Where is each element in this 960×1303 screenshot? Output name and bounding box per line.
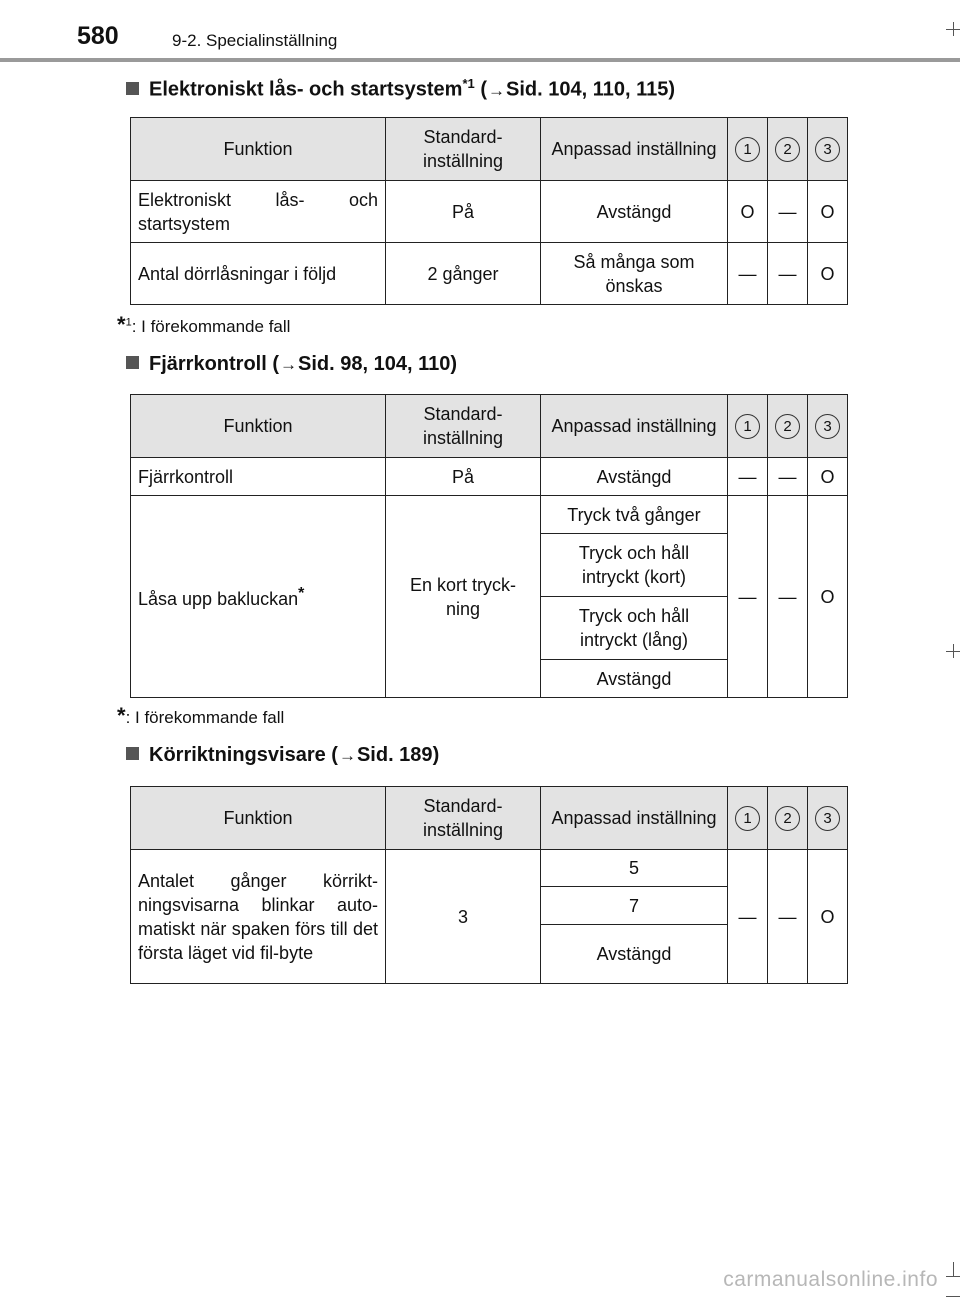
header-rule bbox=[0, 58, 960, 62]
cell-option: Avstängd bbox=[541, 925, 728, 984]
header-col2 bbox=[768, 118, 808, 181]
square-bullet-icon bbox=[126, 747, 139, 760]
circled-number-icon: 3 bbox=[815, 137, 840, 162]
header-default: Standard-inställning bbox=[386, 787, 541, 850]
cell-default: 2 gånger bbox=[386, 243, 541, 305]
table-row bbox=[131, 181, 848, 243]
footnote-marker: * bbox=[298, 585, 305, 602]
cell-default: På bbox=[386, 181, 541, 243]
header-default: Standard-inställning bbox=[386, 395, 541, 458]
circled-number-icon: 1 bbox=[735, 806, 760, 831]
header-col1 bbox=[728, 395, 768, 458]
square-bullet-icon bbox=[126, 82, 139, 95]
cell-option: Tryck och håll intryckt (kort) bbox=[541, 534, 728, 597]
table-row bbox=[131, 496, 848, 534]
circled-number-icon: 2 bbox=[775, 806, 800, 831]
header-function: Funktion bbox=[131, 395, 386, 458]
crop-mark bbox=[953, 22, 954, 36]
cell-custom: Så många som önskas bbox=[541, 243, 728, 305]
cell-method-3: O bbox=[808, 243, 848, 305]
section-heading-lock-start: Elektroniskt lås- och startsystem$^{*1}$ (→Sid. 104, 110, 115) bbox=[126, 76, 675, 102]
circled-number-icon: 3 bbox=[815, 806, 840, 831]
footnote-text: : I förekommande fall bbox=[131, 317, 291, 336]
cell-function: Antalet gånger körrikt-ningsvisarna blinkar auto-matiskt när spaken förs till det första läget vid fil-byte bbox=[131, 850, 386, 984]
cell-method-1: — bbox=[728, 496, 768, 698]
section-title: Elektroniskt lås- och startsystem bbox=[149, 78, 463, 101]
page-reference[interactable]: Sid. 189 bbox=[356, 744, 433, 766]
settings-table-remote bbox=[130, 394, 848, 698]
cell-method-1: O bbox=[728, 181, 768, 243]
cell-function: Antal dörrlåsningar i följd bbox=[131, 243, 386, 305]
circled-number-icon: 2 bbox=[775, 137, 800, 162]
cell-method-2: — bbox=[768, 458, 808, 496]
crop-mark bbox=[953, 644, 954, 658]
section-title: Fjärrkontroll bbox=[149, 353, 267, 375]
function-label: Låsa upp bakluckan bbox=[138, 589, 299, 609]
cell-option: Tryck två gånger bbox=[541, 496, 728, 534]
cell-method-2: — bbox=[768, 243, 808, 305]
table-row bbox=[131, 243, 848, 305]
footnote-text: : I förekommande fall bbox=[125, 708, 285, 727]
circled-number-icon: 1 bbox=[735, 414, 760, 439]
header-function: Funktion bbox=[131, 118, 386, 181]
cell-method-1: — bbox=[728, 243, 768, 305]
footnote-star: * bbox=[117, 312, 126, 337]
section-title: Körriktningsvisare bbox=[149, 744, 326, 766]
settings-table-turn-signal bbox=[130, 786, 848, 984]
cell-function bbox=[131, 496, 386, 698]
cell-method-3: O bbox=[808, 181, 848, 243]
arrow-right-icon: → bbox=[280, 355, 298, 374]
chapter-title: 9-2. Specialinställning bbox=[172, 31, 338, 50]
cell-option: 5 bbox=[541, 850, 728, 887]
header-col2 bbox=[768, 787, 808, 850]
section-heading-remote: Fjärrkontroll (→Sid. 98, 104, 110) bbox=[126, 353, 457, 376]
header-custom: Anpassad inställning bbox=[541, 787, 728, 850]
cell-option: Avstängd bbox=[541, 660, 728, 698]
cell-default: En kort tryck-ning bbox=[386, 496, 541, 698]
page-number: 580 bbox=[77, 22, 119, 50]
cell-method-2: — bbox=[768, 850, 808, 984]
cell-method-1: — bbox=[728, 458, 768, 496]
settings-table-lock-start bbox=[130, 117, 848, 305]
header-col1 bbox=[728, 787, 768, 850]
header-col3 bbox=[808, 118, 848, 181]
header-custom: Anpassad inställning bbox=[541, 118, 728, 181]
cell-method-3: O bbox=[808, 458, 848, 496]
cell-option: 7 bbox=[541, 887, 728, 925]
cell-custom: Avstängd bbox=[541, 458, 728, 496]
cell-option: Tryck och håll intryckt (lång) bbox=[541, 597, 728, 660]
cell-method-2: — bbox=[768, 181, 808, 243]
crop-mark bbox=[953, 1262, 954, 1276]
arrow-right-icon: → bbox=[338, 746, 356, 765]
header-function: Funktion bbox=[131, 787, 386, 850]
cell-custom: Avstängd bbox=[541, 181, 728, 243]
footnote-marker: *1 bbox=[462, 76, 475, 91]
cell-method-3: O bbox=[808, 496, 848, 698]
arrow-right-icon: → bbox=[487, 80, 505, 100]
section-heading-turn-signal: Körriktningsvisare (→Sid. 189) bbox=[126, 744, 439, 767]
cell-function: Elektroniskt lås- och startsystem bbox=[131, 181, 386, 243]
circled-number-icon: 2 bbox=[775, 414, 800, 439]
table-row bbox=[131, 850, 848, 887]
cell-default: På bbox=[386, 458, 541, 496]
crop-mark bbox=[946, 1276, 960, 1277]
cell-method-3: O bbox=[808, 850, 848, 984]
square-bullet-icon bbox=[126, 356, 139, 369]
footnote-number: 1 bbox=[125, 316, 132, 329]
cell-function: Fjärrkontroll bbox=[131, 458, 386, 496]
header-col1 bbox=[728, 118, 768, 181]
circled-number-icon: 3 bbox=[815, 414, 840, 439]
footnote bbox=[117, 703, 284, 729]
page-reference[interactable]: Sid. 104, 110, 115 bbox=[505, 78, 669, 101]
header-col2 bbox=[768, 395, 808, 458]
header-col3 bbox=[808, 395, 848, 458]
crop-mark bbox=[946, 1296, 960, 1297]
footnote bbox=[117, 312, 290, 338]
cell-method-1: — bbox=[728, 850, 768, 984]
cell-method-2: — bbox=[768, 496, 808, 698]
table-row bbox=[131, 458, 848, 496]
watermark: carmanualsonline.info bbox=[723, 1268, 938, 1291]
header-col3 bbox=[808, 787, 848, 850]
header-default: Standard-inställning bbox=[386, 118, 541, 181]
circled-number-icon: 1 bbox=[735, 137, 760, 162]
footnote-star: * bbox=[117, 703, 126, 728]
page-reference[interactable]: Sid. 98, 104, 110 bbox=[298, 353, 451, 375]
cell-default: 3 bbox=[386, 850, 541, 984]
header-custom: Anpassad inställning bbox=[541, 395, 728, 458]
